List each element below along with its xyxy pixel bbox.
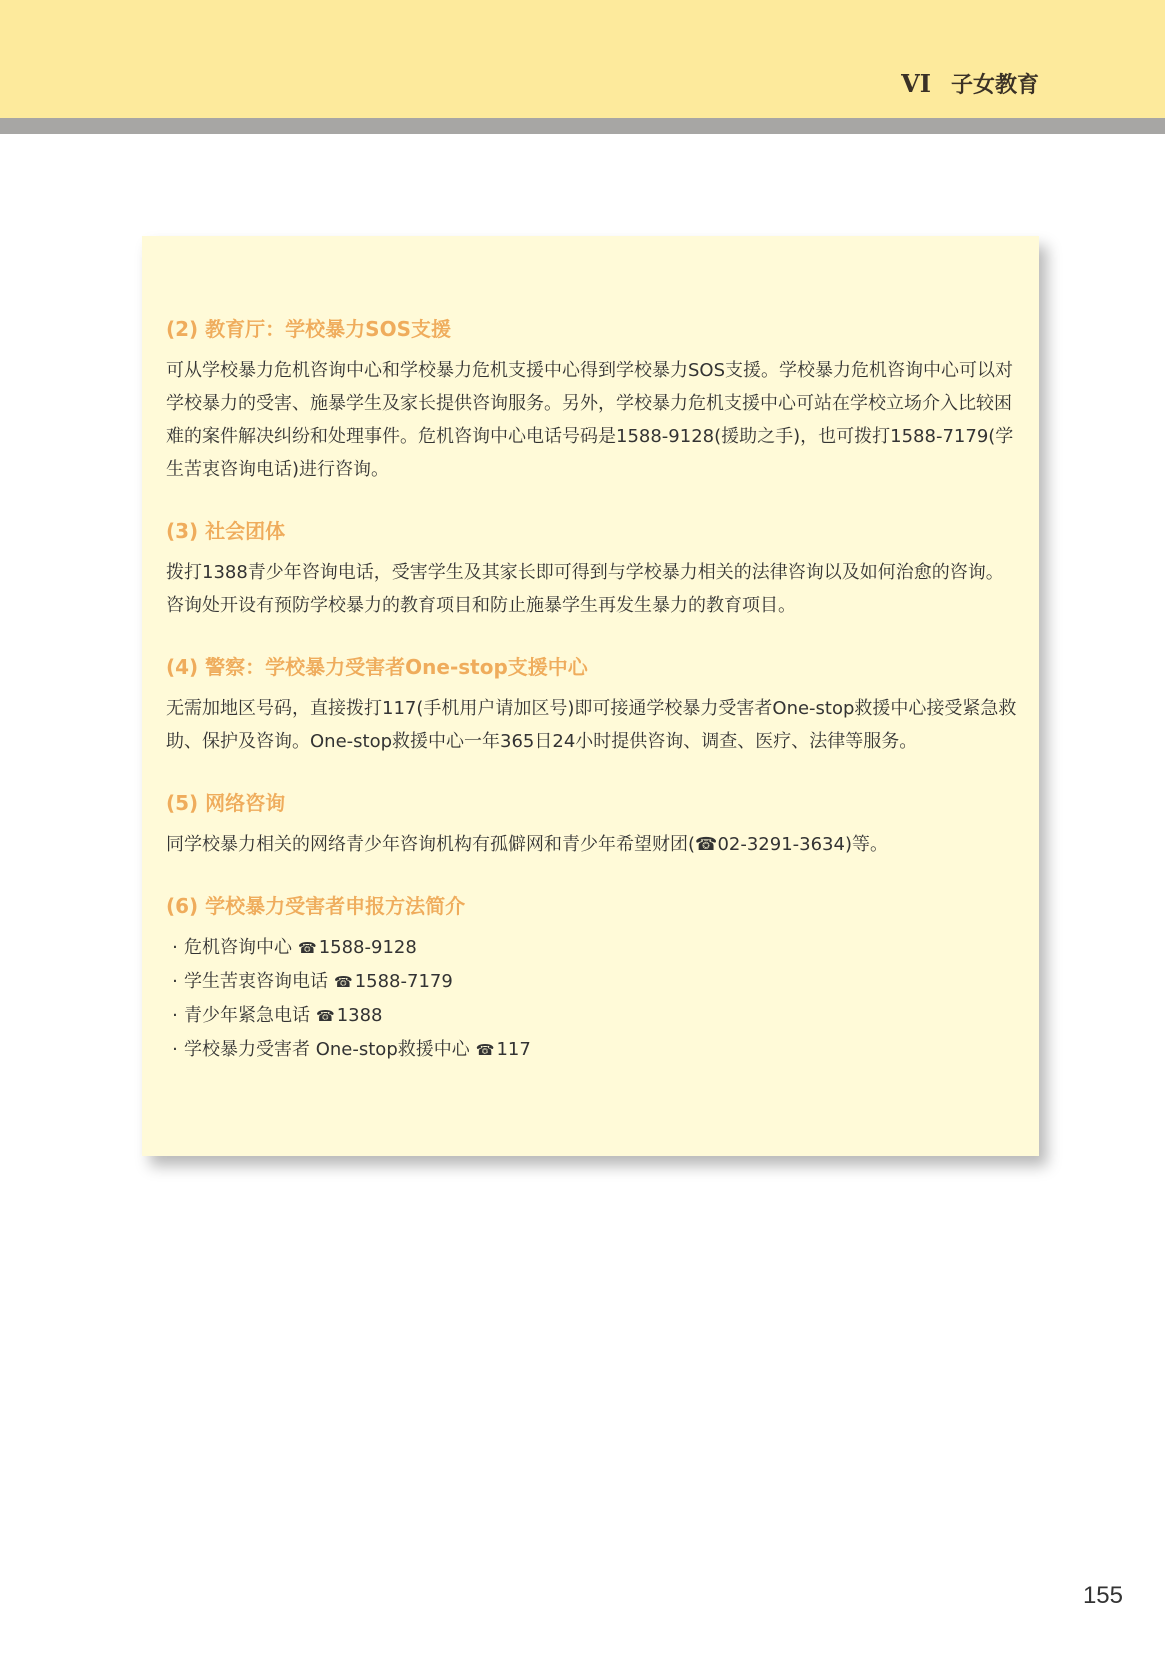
section-heading: (5) 网络咨询 <box>166 791 286 815</box>
phone-icon: ☎ <box>316 1007 335 1025</box>
list-item <box>166 999 1017 1033</box>
section-social-groups <box>166 518 1017 622</box>
section-body: 同学校暴力相关的网络青少年咨询机构有孤僻网和青少年希望财团(☎02-3291-3634)等。 <box>166 834 888 855</box>
section-report-methods <box>166 893 1017 1067</box>
header-rule <box>0 118 1165 134</box>
section-heading: (2) 教育厅：学校暴力SOS支援 <box>166 317 451 341</box>
bullet: · <box>172 1039 178 1060</box>
section-body: 可从学校暴力危机咨询中心和学校暴力危机支援中心得到学校暴力SOS支援。学校暴力危机咨询中心可以对学校暴力的受害、施暴学生及家长提供咨询服务。另外，学校暴力危机支援中心可站在学校立场介入比较困难的案件解决纠纷和处理事件。危机咨询中心电话号码是1588-9128(援助之手)，也可拨打1588-7179(学生苦衷咨询电话)进行咨询。 <box>166 360 1014 480</box>
report-list <box>166 931 1017 1067</box>
list-item <box>166 965 1017 999</box>
list-item-number: 1588-9128 <box>318 937 417 958</box>
header-band <box>0 0 1165 118</box>
list-item-label: 学校暴力受害者 One-stop救援中心 <box>184 1039 470 1060</box>
list-item-number: 1388 <box>336 1005 383 1026</box>
bullet: · <box>172 971 178 992</box>
chapter-title: 子女教育 <box>950 73 1039 98</box>
section-heading: (4) 警察：学校暴力受害者One-stop支援中心 <box>166 655 588 679</box>
section-heading: (3) 社会团体 <box>166 519 286 543</box>
list-item-label: 危机咨询中心 <box>184 937 292 958</box>
chapter-number: VI <box>901 69 931 98</box>
phone-icon: ☎ <box>475 1041 495 1059</box>
section-heading: (6) 学校暴力受害者申报方法简介 <box>166 894 466 918</box>
section-body: 无需加地区号码，直接拨打117(手机用户请加区号)即可接通学校暴力受害者One-stop救援中心接受紧急救助、保护及咨询。One-stop救援中心一年365日24小时提供咨询、调查、医疗、法律等服务。 <box>166 698 1017 752</box>
list-item <box>166 931 1017 965</box>
bullet: · <box>172 1005 178 1026</box>
page-number: 155 <box>1082 1582 1123 1609</box>
section-online-counseling <box>166 790 1017 861</box>
list-item-label: 青少年紧急电话 <box>184 1005 310 1026</box>
section-body: 拨打1388青少年咨询电话，受害学生及其家长即可得到与学校暴力相关的法律咨询以及如何治愈的咨询。咨询处开设有预防学校暴力的教育项目和防止施暴学生再发生暴力的教育项目。 <box>166 562 1004 616</box>
phone-icon: ☎ <box>298 939 317 957</box>
list-item <box>166 1033 1017 1067</box>
list-item-label: 学生苦衷咨询电话 <box>184 971 328 992</box>
phone-icon: ☎ <box>334 973 353 991</box>
section-education-office <box>166 316 1017 486</box>
chapter-header <box>901 68 1039 99</box>
list-item-number: 1588-7179 <box>354 971 453 992</box>
bullet: · <box>172 937 178 958</box>
list-item-number: 117 <box>496 1039 531 1060</box>
info-box <box>142 236 1039 1156</box>
section-police <box>166 654 1017 758</box>
